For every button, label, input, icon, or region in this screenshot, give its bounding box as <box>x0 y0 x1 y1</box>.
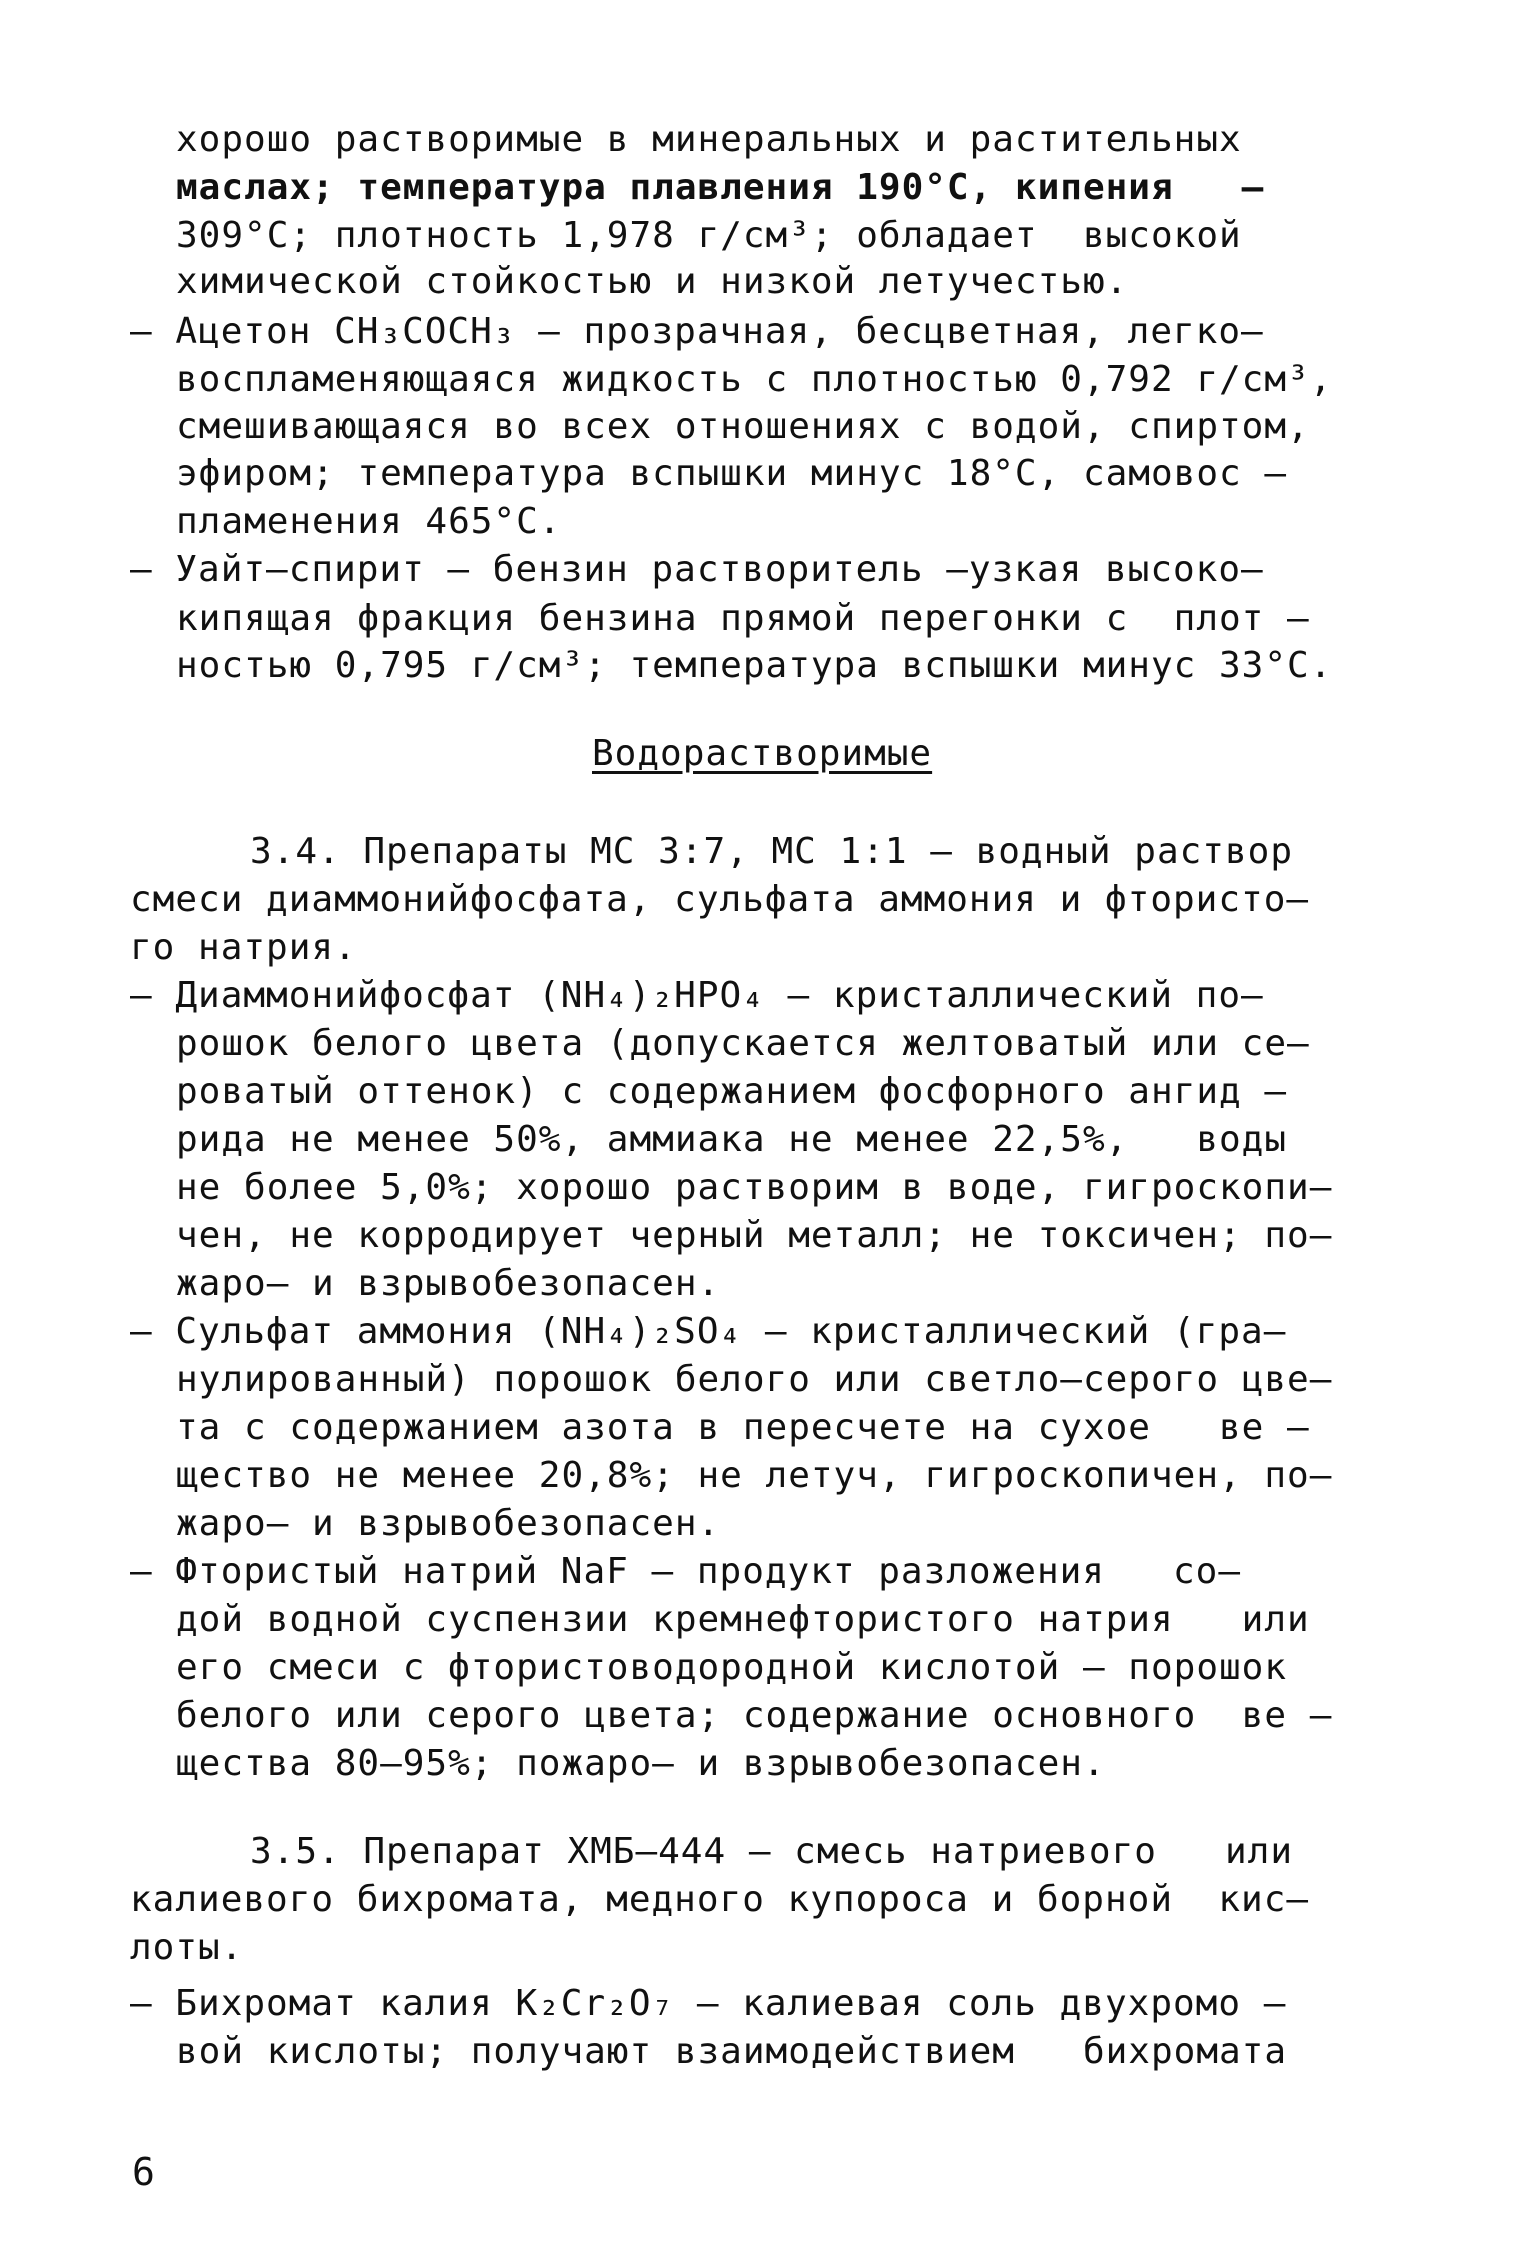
text-line: рида не менее 50%, аммиака не менее 22,5%, воды <box>176 1119 1288 1160</box>
text-line: не более 5,0%; хорошо растворим в воде, гигроскопи– <box>176 1167 1333 1208</box>
text-line: вой кислоты; получают взаимодействием бихромата <box>176 2031 1288 2072</box>
text-line: – Ацетон СН₃СОСН₃ – прозрачная, бесцветная, легко– <box>130 311 1264 352</box>
text-line: пламенения 465°С. <box>176 501 562 542</box>
text-line: хорошо растворимые в минеральных и растительных <box>176 119 1242 160</box>
text-line: – Уайт–спирит – бензин растворитель –узкая высоко– <box>130 549 1264 590</box>
text-line: – Диаммонийфосфат (NH₄)₂НРО₄ – кристаллический по– <box>130 975 1264 1016</box>
text-line: рошок белого цвета (допускается желтоватый или се– <box>176 1023 1310 1064</box>
text-line: дой водной суспензии кремнефтористого натрия или <box>176 1599 1310 1640</box>
text-line: кипящая фракция бензина прямой перегонки с плот – <box>176 598 1310 639</box>
text-line: лоты. <box>130 1927 244 1968</box>
text-line: эфиром; температура вспышки минус 18°С, самовос – <box>176 453 1288 494</box>
text-line: жаро– и взрывобезопасен. <box>176 1263 721 1304</box>
text-line: 3.5. Препарат ХМБ–444 – смесь натриевого или <box>250 1831 1293 1872</box>
text-line: чен, не корродирует черный металл; не токсичен; по– <box>176 1215 1333 1256</box>
page-number: 6 <box>132 2150 156 2194</box>
text-line: го натрия. <box>130 927 357 968</box>
text-line: смешивающаяся во всех отношениях с водой, спиртом, <box>176 406 1310 447</box>
text-line: жаро– и взрывобезопасен. <box>176 1503 721 1544</box>
text-line: щество не менее 20,8%; не летуч, гигроскопичен, по– <box>176 1455 1333 1496</box>
text-line: маслах; температура плавления 190°С, кипения – <box>176 167 1265 208</box>
text-line: щества 80–95%; пожаро– и взрывобезопасен. <box>176 1743 1106 1784</box>
text-line: – Бихромат калия K₂Cr₂O₇ – калиевая соль двухромо – <box>130 1983 1287 2024</box>
text-line: 3.4. Препараты МС 3:7, МС 1:1 – водный раствор <box>250 831 1293 872</box>
text-line: белого или серого цвета; содержание основного ве – <box>176 1695 1333 1736</box>
text-line: калиевого бихромата, медного купороса и борной кис– <box>130 1879 1310 1920</box>
text-line: та с содержанием азота в пересчете на сухое ве – <box>176 1407 1310 1448</box>
text-line: смеси диаммонийфосфата, сульфата аммония и фтористо– <box>130 879 1310 920</box>
text-line: ностью 0,795 г/см³; температура вспышки минус 33°С. <box>176 645 1333 686</box>
text-line: – Фтористый натрий NaF – продукт разложения со– <box>130 1551 1242 1592</box>
text-line: – Сульфат аммония (NH₄)₂SO₄ – кристаллический (гра– <box>130 1311 1287 1352</box>
text-line: нулированный) порошок белого или светло–серого цве– <box>176 1359 1333 1400</box>
text-line: его смеси с фтористоводородной кислотой – порошок <box>176 1647 1288 1688</box>
text-line: 309°С; плотность 1,978 г/см³; обладает высокой <box>176 215 1242 256</box>
text-line: воспламеняющаяся жидкость с плотностью 0,792 г/см³, <box>176 359 1333 400</box>
text-line: химической стойкостью и низкой летучестью. <box>176 261 1129 302</box>
text-line: роватый оттенок) с содержанием фосфорного ангид – <box>176 1071 1288 1112</box>
section-heading: Водорастворимые <box>592 733 933 774</box>
